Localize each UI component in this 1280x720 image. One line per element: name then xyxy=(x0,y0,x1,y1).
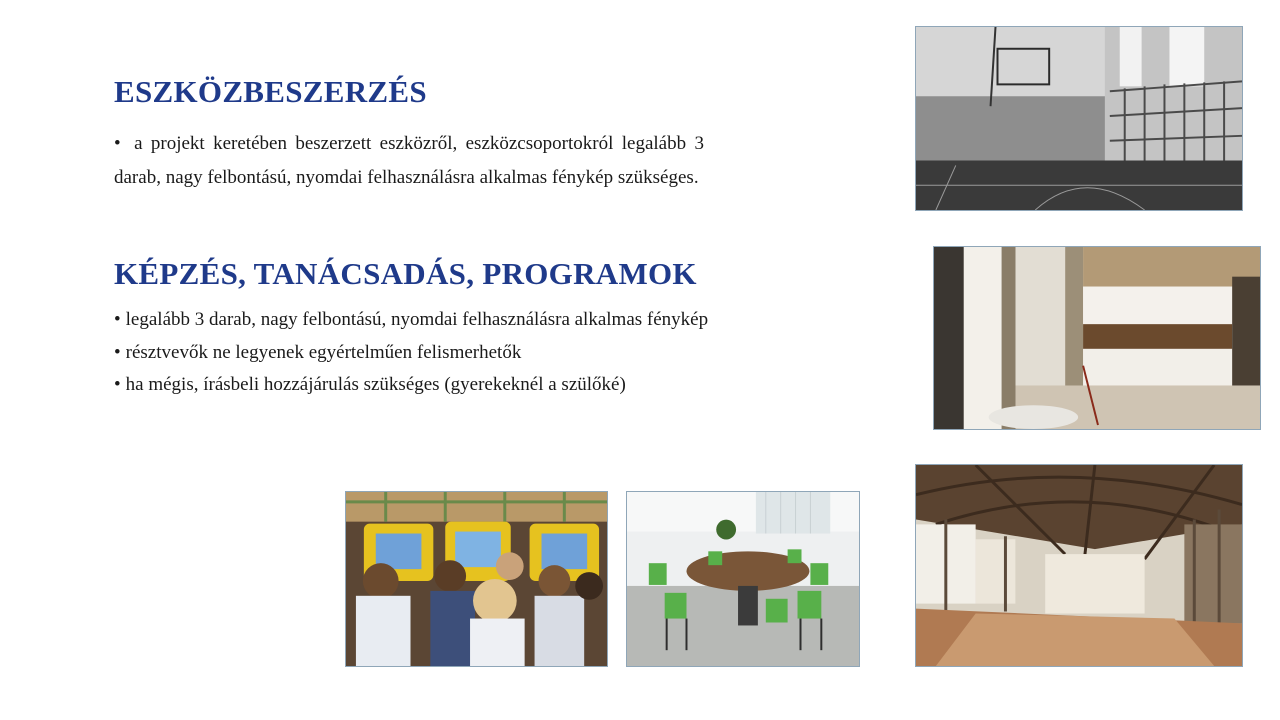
training-list xyxy=(114,304,708,402)
list-item-text: legalább 3 darab, nagy felbontású, nyomdai felhasználásra alkalmas fénykép xyxy=(125,309,709,330)
list-item-text: résztvevők ne legyenek egyértelműen felismerhetők xyxy=(125,341,522,363)
list-item xyxy=(114,337,708,370)
training-heading: KÉPZÉS, TANÁCSADÁS, PROGRAMOK xyxy=(114,256,697,291)
room-photo xyxy=(933,246,1261,430)
bullet: • xyxy=(114,341,121,363)
list-item-text: ha mégis, írásbeli hozzájárulás szükséges (gyerekeknél a szülőké) xyxy=(125,374,626,395)
gym-photo-image xyxy=(916,27,1242,210)
bullet: • xyxy=(114,133,121,154)
equipment-paragraph xyxy=(114,127,704,194)
bullet: • xyxy=(114,309,121,330)
room-photo-image xyxy=(934,247,1260,429)
list-item xyxy=(114,304,708,337)
hall-photo-image xyxy=(916,465,1242,666)
meeting-room-photo-image xyxy=(627,492,859,666)
hall-photo xyxy=(915,464,1243,667)
meeting-room-photo xyxy=(626,491,860,667)
list-item xyxy=(114,369,708,402)
gym-photo xyxy=(915,26,1243,211)
children-photo xyxy=(345,491,608,667)
equipment-text: a projekt keretében beszerzett eszközről, eszközcsoportokról legalább 3 darab, nagy felbontású, nyomdai felhasználásra alkalmas fénykép szükséges. xyxy=(114,133,704,188)
bullet: • xyxy=(114,374,121,395)
children-photo-image xyxy=(346,492,607,666)
equipment-heading: ESZKÖZBESZERZÉS xyxy=(114,74,427,109)
